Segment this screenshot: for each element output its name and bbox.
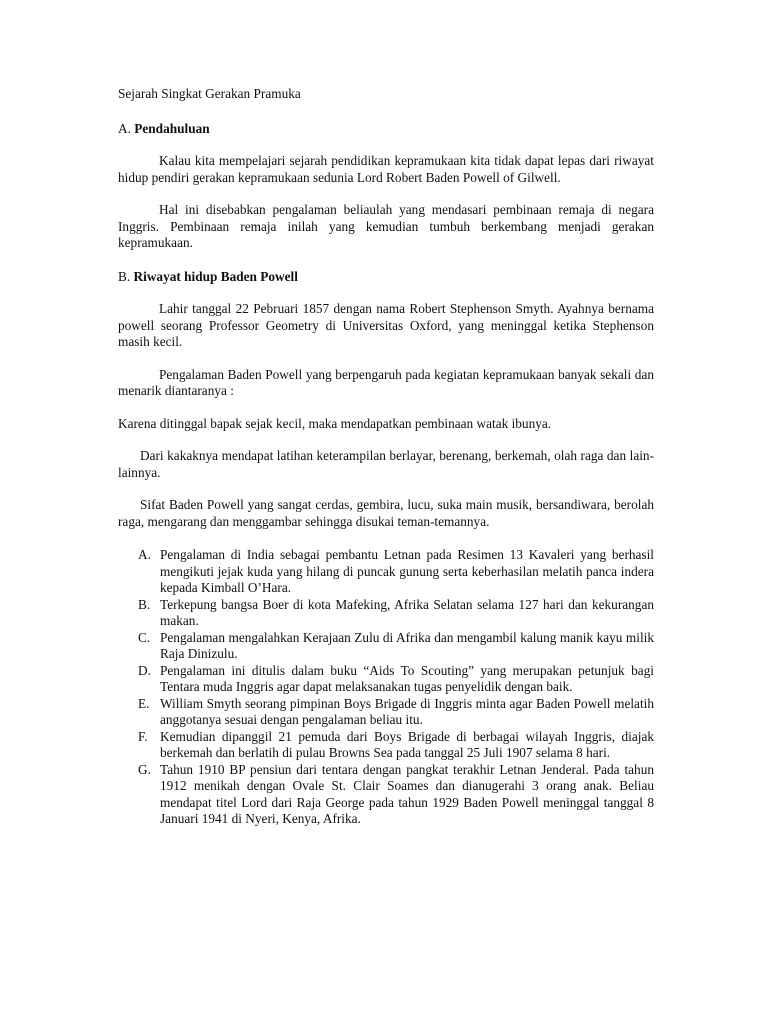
list-item-text: Pengalaman di India sebagai pembantu Letnan pada Resimen 13 Kavaleri yang berhasil mengikuti jejak kuda yang hilang di puncak gunung serta keberhasilan melatih panca indera kepada Kimball O’Hara. [160, 547, 654, 595]
list-item [118, 663, 654, 696]
document-title: Sejarah Singkat Gerakan Pramuka [118, 86, 301, 101]
list-item-text: Tahun 1910 BP pensiun dari tentara dengan pangkat terakhir Letnan Jenderal. Pada tahun 1912 menikah dengan Ovale St. Clair Soames dan dianugerahi 3 orang anak. Beliau mendapat titel Lord dari Raja George pada tahun 1929 Baden Powell meninggal tanggal 8 Januari 1941 di Nyeri, Kenya, Afrika. [160, 761, 654, 826]
events-list [118, 547, 654, 828]
section-b-heading [118, 269, 654, 286]
list-item [118, 729, 654, 762]
list-item [118, 630, 654, 663]
list-marker: E. [138, 695, 150, 711]
paragraph-riwayat-2: Pengalaman Baden Powell yang berpengaruh pada kegiatan kepramukaan banyak sekali dan menarik diantaranya : [118, 366, 654, 398]
list-item-text: Kemudian dipanggil 21 pemuda dari Boys Brigade di berbagai wilayah Inggris, diajak berkemah dan berlatih di pulau Browns Sea pada tanggal 25 Juli 1907 selama 8 hari. [160, 728, 654, 760]
section-b-title: Riwayat hidup Baden Powell [133, 268, 298, 284]
paragraph-riwayat-3: Karena ditinggal bapak sejak kecil, maka mendapatkan pembinaan watak ibunya. [118, 415, 552, 431]
list-item [118, 547, 654, 597]
list-marker: F. [138, 728, 148, 744]
list-item [118, 696, 654, 729]
list-marker: A. [138, 547, 151, 562]
list-item [118, 762, 654, 828]
list-marker: D. [138, 662, 151, 678]
paragraph-pendahuluan-2: Hal ini disebabkan pengalaman beliaulah yang mendasari pembinaan remaja di negara Inggris. Pembinaan remaja inilah yang kemudian tumbuh berkembang menjadi gerakan kepramukaan. [118, 202, 654, 250]
list-item-text: Pengalaman mengalahkan Kerajaan Zulu di Afrika dan mengambil kalung manik kayu milik Raja Dinizulu. [160, 629, 654, 661]
list-item [118, 597, 654, 630]
paragraph-riwayat-5: Sifat Baden Powell yang sangat cerdas, gembira, lucu, suka main musik, bersandiwara, berolah raga, mengarang dan menggambar sehingga disukai teman-temannya. [118, 497, 654, 529]
paragraph-riwayat-4: Dari kakaknya mendapat latihan keterampilan berlayar, berenang, berkemah, olah raga dan lain-lainnya. [118, 448, 654, 480]
list-item-text: Pengalaman ini ditulis dalam buku “Aids To Scouting” yang merupakan petunjuk bagi Tentara muda Inggris agar dapat melaksanakan tugas penyelidik dengan baik. [160, 662, 654, 694]
paragraph-riwayat-1: Lahir tanggal 22 Pebruari 1857 dengan nama Robert Stephenson Smyth. Ayahnya bernama powell seorang Professor Geometry di Universitas Oxford, yang meninggal ketika Stephenson masih kecil. [118, 301, 654, 349]
section-a-title: Pendahuluan [134, 120, 210, 136]
list-marker: C. [138, 629, 151, 645]
document-page [118, 86, 654, 828]
list-item-text: Terkepung bangsa Boer di kota Mafeking, Afrika Selatan selama 127 hari dan kekurangan makan. [160, 596, 654, 628]
section-a-heading [118, 121, 654, 138]
section-a-letter: A. [118, 120, 131, 136]
section-b-letter: B. [118, 268, 131, 284]
list-marker: B. [138, 596, 151, 612]
list-marker: G. [138, 761, 151, 777]
list-item-text: William Smyth seorang pimpinan Boys Brigade di Inggris minta agar Baden Powell melatih anggotanya sesuai dengan pengalaman beliau itu. [160, 695, 654, 727]
paragraph-pendahuluan-1: Kalau kita mempelajari sejarah pendidikan kepramukaan kita tidak dapat lepas dari riwayat hidup pendiri gerakan kepramukaan sedunia Lord Robert Baden Powell of Gilwell. [118, 153, 654, 185]
